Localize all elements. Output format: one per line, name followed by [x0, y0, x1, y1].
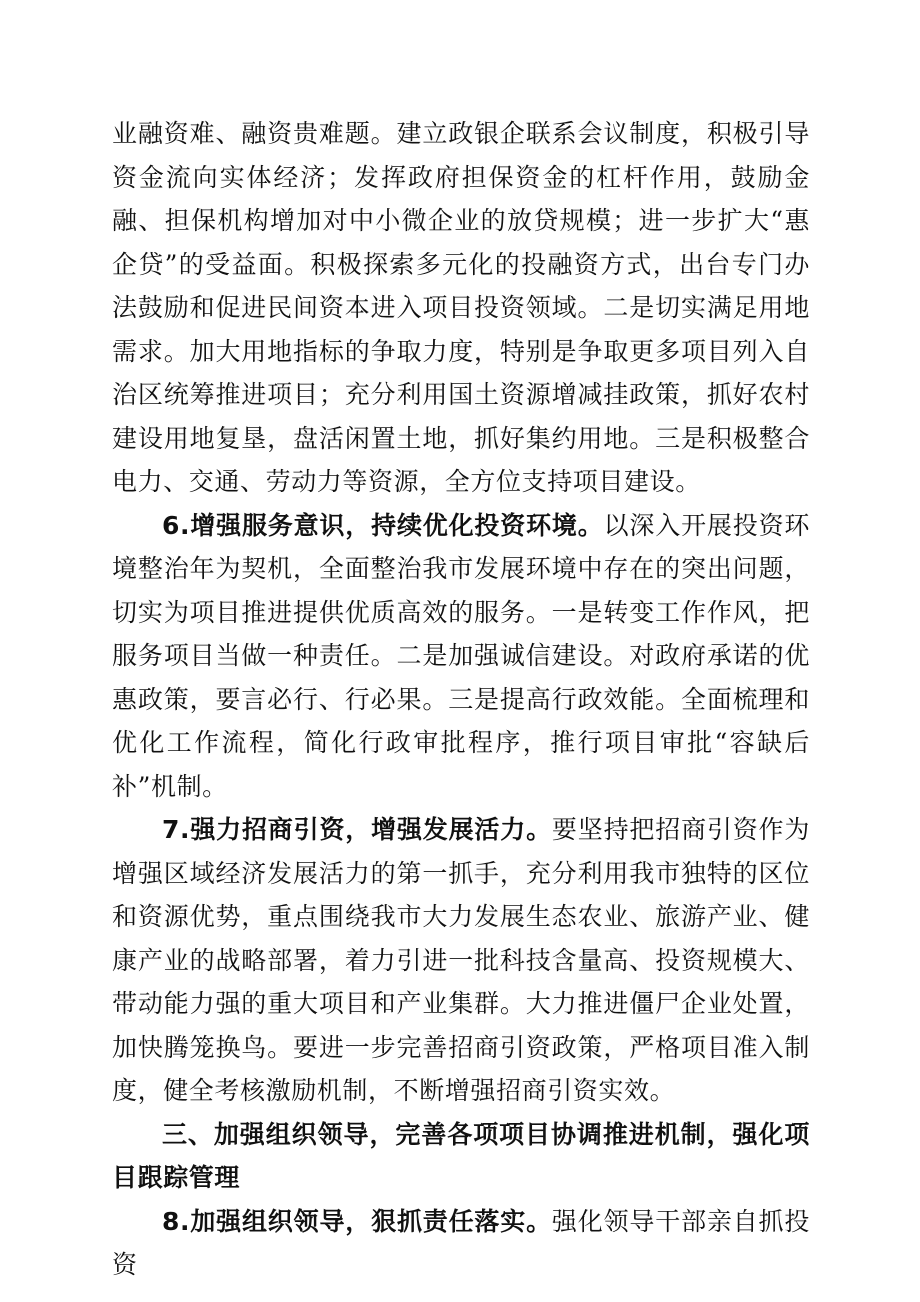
paragraph-lead: 7.强力招商引资，增强发展活力。 [162, 815, 552, 844]
paragraph-item-7 [112, 808, 810, 1113]
paragraph-lead: 6.增强服务意识，持续优化投资环境。 [162, 510, 604, 540]
paragraph-body: 要坚持把招商引资作为增强区域经济发展活力的第一抓手，充分利用我市独特的区位和资源优势，重点围绕我市大力发展生态农业、旅游产业、健康产业的战略部署，着力引进一批科技含量高、投资规模大、带动能力强的重大项目和产业集群。大力推进僵尸企业处置，加快腾笼换鸟。要进一步完善招商引资政策，严格项目准入制度，健全考核激励机制，不断增强招商引资实效。 [112, 815, 810, 1105]
paragraph-item-6 [112, 504, 810, 809]
paragraph-lead: 8.加强组织领导，狠抓责任落实。 [162, 1206, 552, 1236]
paragraph-body: 强化领导干部亲自抓投资 [112, 1206, 810, 1279]
document-page [112, 112, 810, 1287]
paragraph-continued [112, 112, 810, 504]
section-heading-text: 三、加强组织领导，完善各项项目协调推进机制，强化项目跟踪管理 [112, 1119, 810, 1192]
section-heading-3 [112, 1113, 810, 1200]
paragraph-body: 业融资难、融资贵难题。建立政银企联系会议制度，积极引导资金流向实体经济；发挥政府担保资金的杠杆作用，鼓励金融、担保机构增加对中小微企业的放贷规模；进一步扩大“惠企贷”的受益面。积极探索多元化的投融资方式，出台专门办法鼓励和促进民间资本进入项目投资领域。二是切实满足用地需求。加大用地指标的争取力度，特别是争取更多项目列入自治区统筹推进项目；充分利用国土资源增减挂政策，抓好农村建设用地复垦，盘活闲置土地，抓好集约用地。三是积极整合电力、交通、劳动力等资源，全方位支持项目建设。 [112, 119, 810, 496]
paragraph-body: 以深入开展投资环境整治年为契机，全面整治我市发展环境中存在的突出问题，切实为项目推进提供优质高效的服务。一是转变工作作风，把服务项目当做一种责任。二是加强诚信建设。对政府承诺的优惠政策，要言必行、行必果。三是提高行政效能。全面梳理和优化工作流程，简化行政审批程序，推行项目审批“容缺后补”机制。 [112, 510, 810, 801]
paragraph-item-8 [112, 1200, 810, 1287]
